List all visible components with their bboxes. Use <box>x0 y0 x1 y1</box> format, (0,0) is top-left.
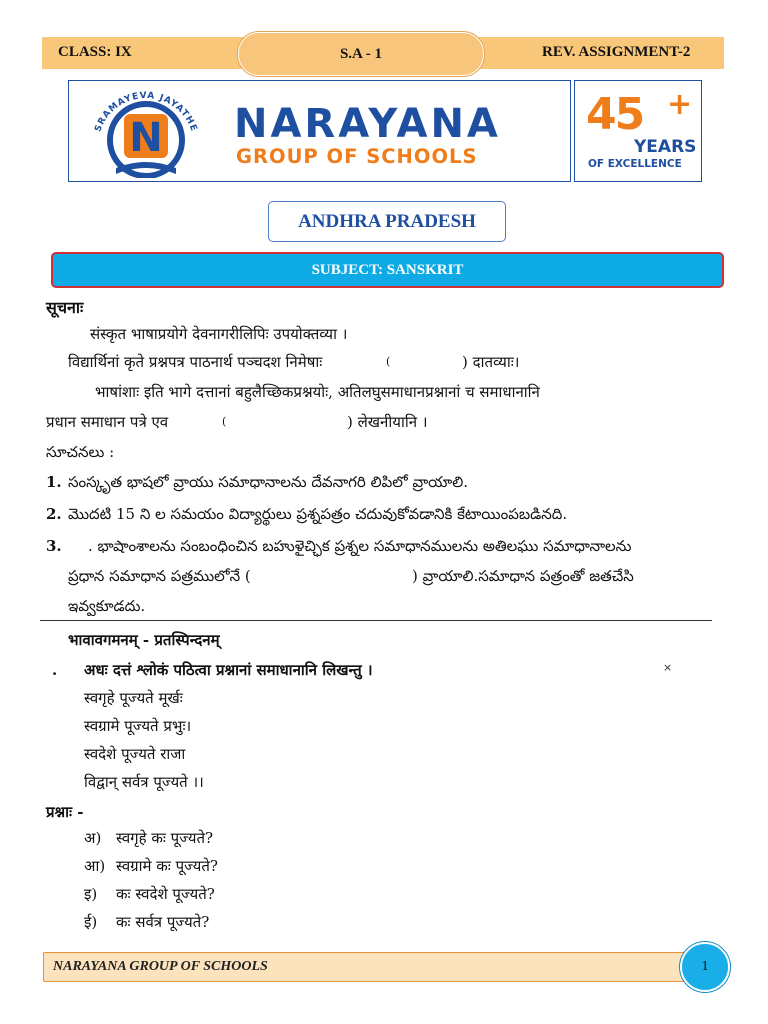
section-bullet: . <box>52 661 58 679</box>
verse-line-4: विद्वान् सर्वत्र पूज्यते ।। <box>84 773 204 791</box>
telugu-item-1-number: 1. <box>46 473 62 491</box>
years-plus: + <box>667 87 693 122</box>
verse-line-2: स्वग्रामे पूज्यते प्रभुः। <box>84 717 192 735</box>
instruction-line-2-end: ) दातव्याः। <box>462 353 520 371</box>
verse-line-1: स्वगृहे पूज्यते मूर्खः <box>84 689 183 707</box>
page-number: 1 <box>680 942 730 992</box>
instruction-line-4-end: ) लेखनीयानि । <box>347 413 428 431</box>
section-title: भावावगमनम् - प्रतस्पिन्दनम् <box>68 631 220 649</box>
exam-label: S.A - 1 <box>238 32 484 76</box>
section-divider <box>40 620 712 621</box>
logo-name: NARAYANA <box>234 101 501 147</box>
telugu-item-3-number: 3. <box>46 537 62 555</box>
narayana-emblem-logo <box>76 84 216 178</box>
instruction-line-4: प्रधान समाधान पत्रे एव <box>46 413 169 431</box>
footer-text: NARAYANA GROUP OF SCHOOLS <box>53 959 268 974</box>
telugu-item-3-final: ఇవ్వకూడదు. <box>68 597 146 615</box>
question-label: ई) <box>84 913 98 931</box>
telugu-item-3: . భాషాంశాలను సంబంధించిన బహుళైచ్ఛిక ప్రశ్నల సమాధానములను అతిలఘు సమాధానాలను <box>88 537 632 555</box>
instructions-heading: सूचनाः <box>46 298 84 317</box>
telugu-item-3-continued: ప్రధాన సమాధాన పత్రములోనే ( <box>68 567 251 585</box>
subject-bar: SUBJECT: SANSKRIT <box>51 252 724 288</box>
questions-heading: प्रश्नाः - <box>46 803 84 821</box>
section-instruction: अधः दत्तं श्लोकं पठित्वा प्रश्नानां समाधानानि लिखन्तु । <box>84 661 373 679</box>
class-label: CLASS: IX <box>58 44 132 60</box>
question-label: इ) <box>84 885 98 903</box>
question-text: कः स्वदेशे पूज्यते? <box>116 885 215 903</box>
telugu-item-2-number: 2. <box>46 505 62 523</box>
question-text: स्वग्रामे कः पूज्यते? <box>116 857 218 875</box>
telugu-item-1: సంస్కృత భాషలో వ్రాయు సమాధానాలను దేవనాగరి లిపిలో వ్రాయాలి. <box>68 473 469 491</box>
instruction-line-1: संस्कृत भाषाप्रयोगे देवनागरीलिपिः उपयोक्तव्या । <box>90 325 348 343</box>
question-text: कः सर्वत्र पूज्यते? <box>116 913 210 931</box>
years-number: 45 <box>586 89 644 140</box>
telugu-item-2: మొదటి 15 ని ల సమయం విద్యార్థులు ప్రశ్నపత్రం చదువుకోవడానికి కేటాయింపబడినది. <box>68 505 568 523</box>
question-text: स्वगृहे कः पूज्यते? <box>116 829 214 847</box>
emblem-letter: N <box>129 115 163 161</box>
close-icon[interactable]: × <box>663 661 673 674</box>
state-title: ANDHRA PRADESH <box>268 201 506 242</box>
instruction-line-2-open-paren: ( <box>386 355 391 368</box>
years-caption: OF EXCELLENCE <box>588 158 682 170</box>
years-word: YEARS <box>634 137 697 157</box>
logo-subtitle: GROUP OF SCHOOLS <box>236 145 478 168</box>
telugu-instructions-heading: సూచనలు : <box>46 443 115 461</box>
logo-motto: SRAMAYEVA JAYATHE <box>93 90 199 134</box>
instruction-line-2: विद्यार्थिनां कृते प्रश्नपत्र पाठनार्थ पञ्चदश निमेषाः <box>68 353 323 371</box>
telugu-item-3-continued-end: ) వ్రాయాలి.సమాధాన పత్రంతో జతచేసి <box>412 567 634 585</box>
verse-line-3: स्वदेशे पूज्यते राजा <box>84 745 186 763</box>
assignment-label: REV. ASSIGNMENT-2 <box>542 44 691 60</box>
instruction-line-4-open-paren: ( <box>222 415 227 428</box>
instruction-line-3: भाषांशाः इति भागे दत्तानां बहुलैच्छिकप्रश्नयोः, अतिलघुसमाधानप्रश्नानां च समाधानानि <box>95 383 540 401</box>
question-label: अ) <box>84 829 102 847</box>
question-label: आ) <box>84 857 106 875</box>
